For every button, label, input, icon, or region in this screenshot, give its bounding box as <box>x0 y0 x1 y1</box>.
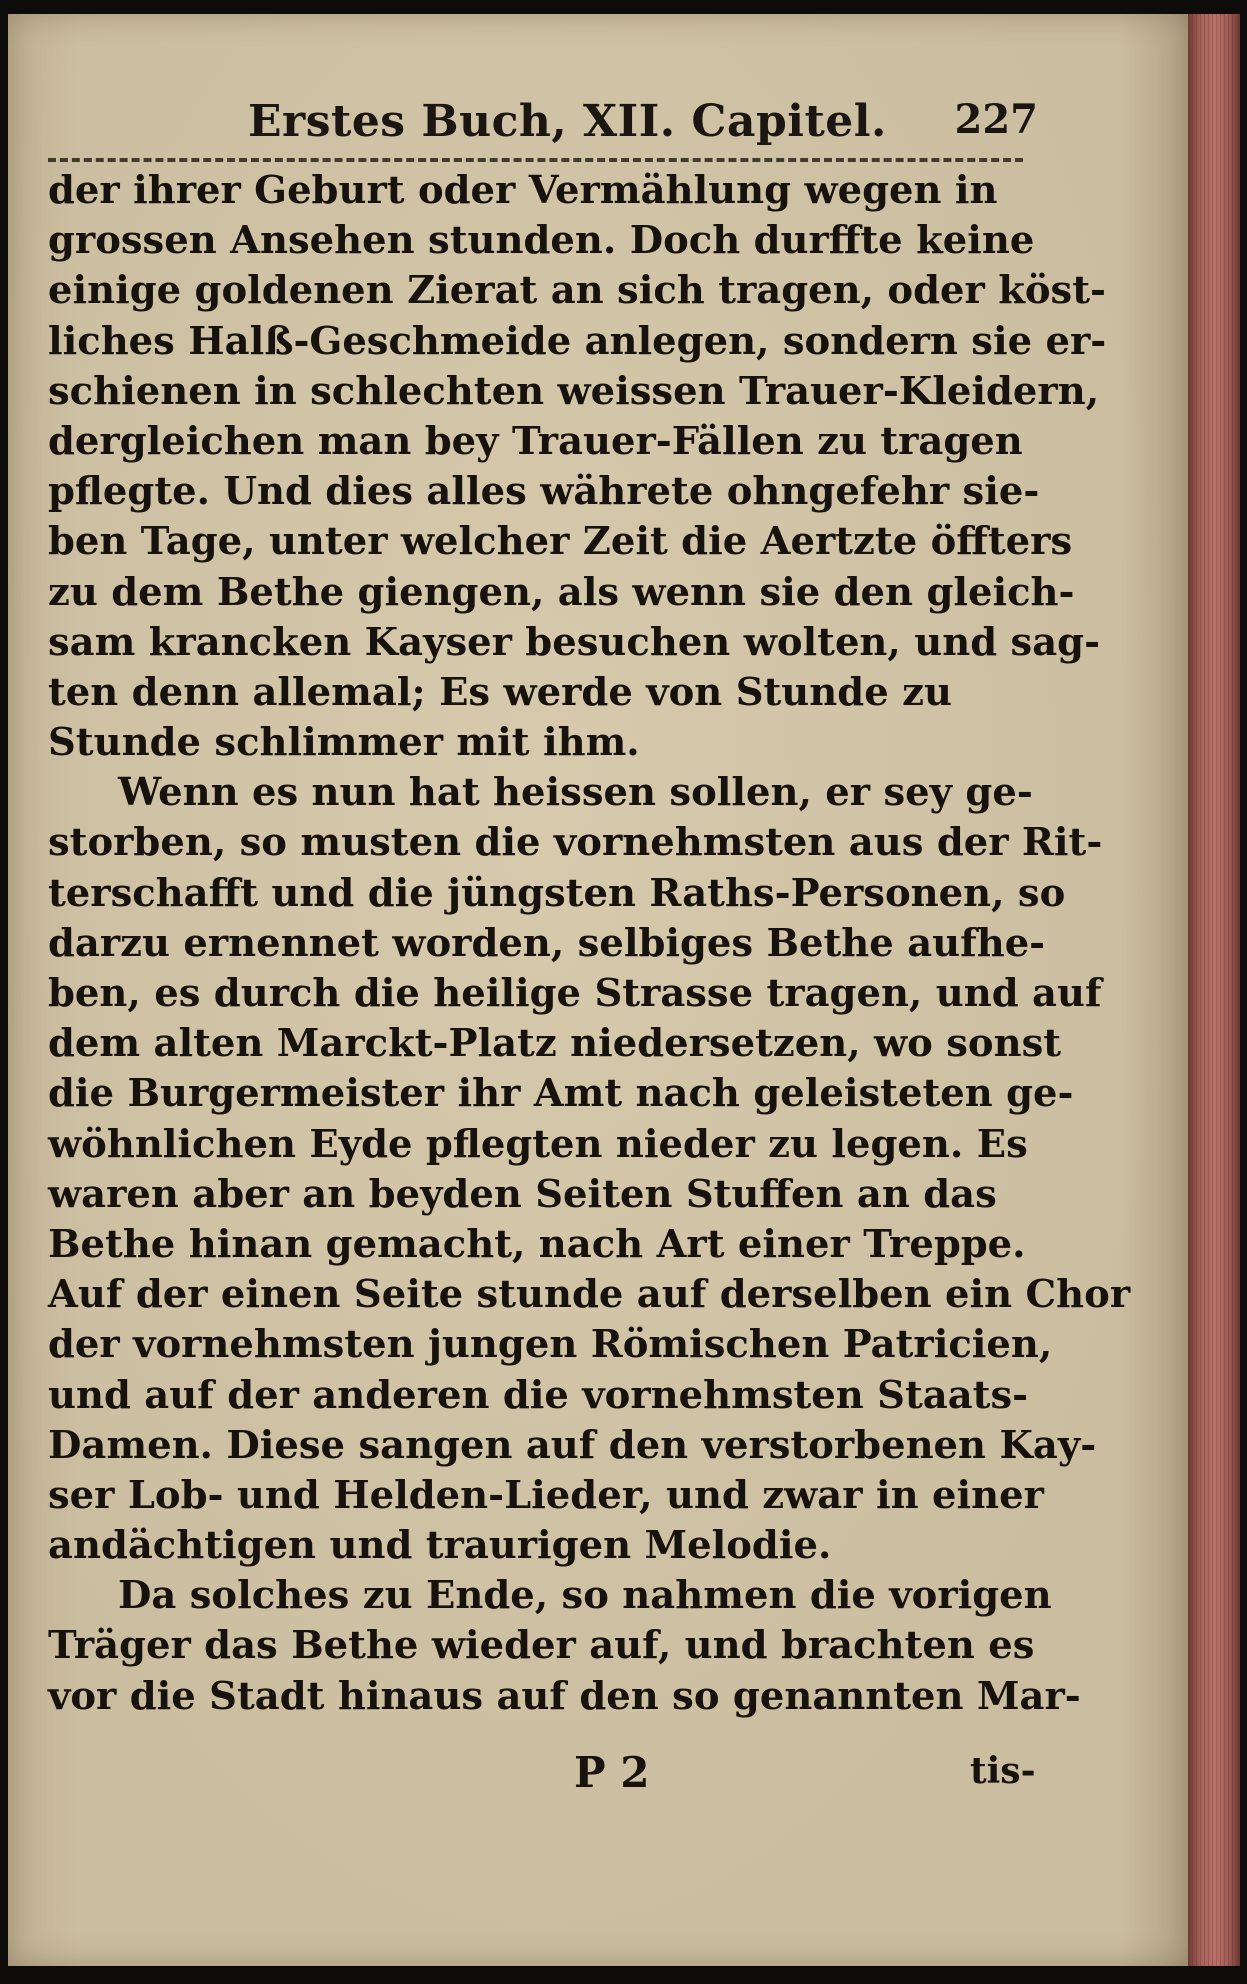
text-line: ben Tage, unter welcher Zeit die Aertzte öffters <box>48 519 1073 565</box>
text-line: Bethe hinan gemacht, nach Art einer Treppe. <box>48 1221 1026 1267</box>
text-line: storben, so musten die vornehmsten aus der Rit- <box>48 820 1103 866</box>
text-line: grossen Ansehen stunden. Doch durffte keine <box>48 218 1035 264</box>
text-line: ser Lob- und Helden-Lieder, und zwar in einer <box>48 1472 1044 1518</box>
text-line: ten denn allemal; Es werde von Stunde zu <box>48 669 952 715</box>
text-line: der vornehmsten jungen Römischen Patricien, <box>48 1322 1053 1368</box>
header-rule <box>48 158 1023 162</box>
text-line: terschafft und die jüngsten Raths-Personen, so <box>48 870 1066 916</box>
text-line: sam krancken Kayser besuchen wolten, und sag- <box>48 619 1101 665</box>
page-edge-texture <box>1192 14 1236 1966</box>
text-line: dem alten Marckt-Platz niedersetzen, wo sonst <box>48 1021 1062 1067</box>
text-line: Träger das Bethe wieder auf, und brachten es <box>48 1623 1035 1669</box>
running-title: Erstes Buch, XII. Capitel. <box>248 96 887 147</box>
page-number: 227 <box>954 96 1038 143</box>
text-line: und auf der anderen die vornehmsten Staats- <box>48 1372 1029 1418</box>
text-line: der ihrer Geburt oder Vermählung wegen in <box>48 168 998 213</box>
text-line: liches Halß-Geschmeide anlegen, sondern sie er- <box>48 318 1107 364</box>
body-text <box>48 166 1131 1722</box>
text-line: einige goldenen Zierat an sich tragen, oder köst- <box>48 268 1106 314</box>
text-line: die Burgermeister ihr Amt nach geleisteten ge- <box>48 1071 1074 1117</box>
text-line: Stunde schlimmer mit ihm. <box>48 720 640 766</box>
text-line: schienen in schlechten weissen Trauer-Kleidern, <box>48 368 1100 414</box>
text-line: dergleichen man bey Trauer-Fällen zu tragen <box>48 418 1023 464</box>
text-line: Damen. Diese sangen auf den verstorbenen Kay- <box>48 1422 1097 1468</box>
page-header <box>48 96 1038 156</box>
paragraph-start-line: Da solches zu Ende, so nahmen die vorigen <box>118 1573 1052 1619</box>
text-line: ben, es durch die heilige Strasse tragen, und auf <box>48 971 1102 1016</box>
text-line: andächtigen und traurigen Melodie. <box>48 1523 832 1569</box>
text-line: zu dem Bethe giengen, als wenn sie den gleich- <box>48 569 1075 615</box>
text-line: pflegte. Und dies alles währete ohngefehr sie- <box>48 469 1040 515</box>
page-footer <box>48 1748 1048 1808</box>
text-line: darzu ernennet worden, selbiges Bethe aufhe- <box>48 920 1046 966</box>
text-line: waren aber an beyden Seiten Stuffen an das <box>48 1171 997 1217</box>
text-line: vor die Stadt hinaus auf den so genannten Mar- <box>48 1673 1081 1719</box>
catchword: tis- <box>970 1750 1036 1792</box>
text-line: wöhnlichen Eyde pflegten nieder zu legen. Es <box>48 1121 1028 1167</box>
text-line: Auf der einen Seite stunde auf derselben ein Chor <box>48 1272 1131 1318</box>
paragraph-start-line: Wenn es nun hat heissen sollen, er sey ge- <box>118 770 1033 816</box>
signature-mark: P 2 <box>574 1748 650 1797</box>
